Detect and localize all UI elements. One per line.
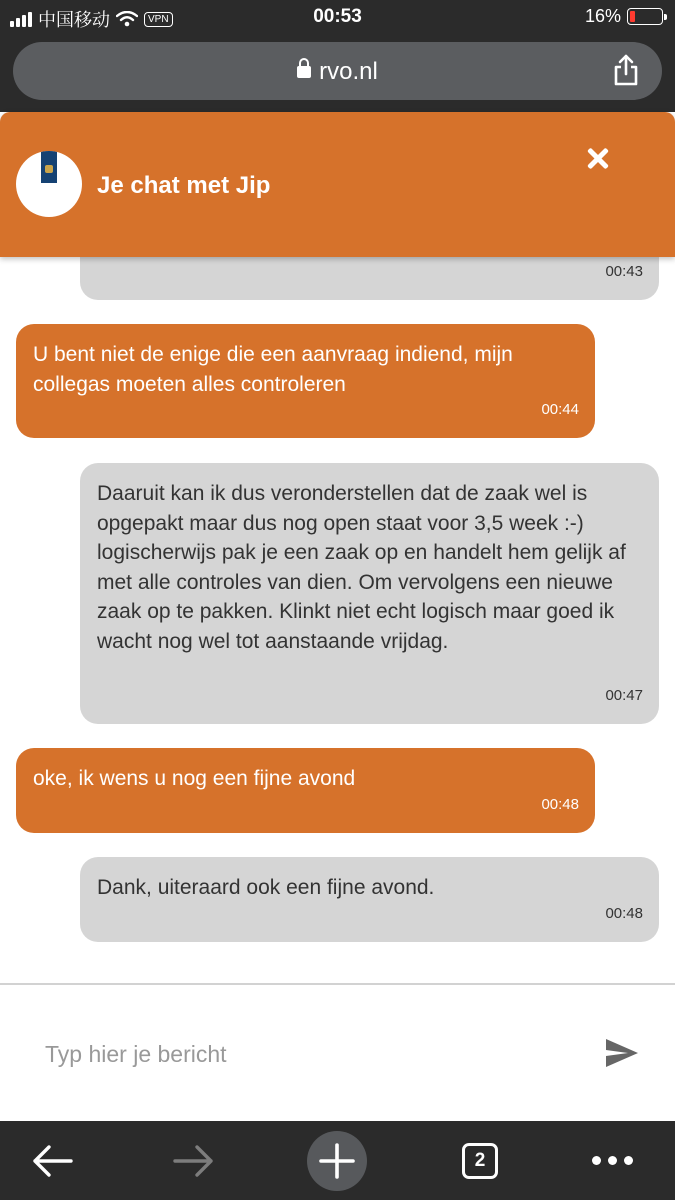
battery-level [630, 11, 635, 22]
browser-address-area [0, 34, 675, 112]
message-agent [16, 324, 595, 438]
lock-icon [297, 66, 311, 78]
message-text: oke, ik wens u nog een fijne avond [33, 767, 356, 790]
battery-percentage: 16% [584, 6, 621, 26]
carrier-label: 中国移动 [38, 10, 110, 30]
forward-button[interactable] [154, 1121, 234, 1200]
arrow-left-icon [31, 1144, 73, 1178]
status-bar [0, 0, 675, 34]
url-display[interactable] [13, 58, 662, 86]
more-button[interactable] [572, 1121, 652, 1200]
rijksoverheid-logo-icon [41, 151, 57, 183]
message-input[interactable] [30, 1025, 570, 1083]
message-user [80, 857, 659, 942]
message-time: 00:44 [541, 400, 579, 418]
address-bar[interactable] [13, 42, 662, 100]
share-icon[interactable] [612, 54, 640, 86]
message-time: 00:48 [541, 795, 579, 813]
close-icon[interactable] [580, 140, 616, 176]
send-icon[interactable] [604, 1037, 640, 1069]
tabs-button[interactable] [440, 1121, 520, 1200]
more-dots-icon [592, 1156, 633, 1165]
arrow-right-icon [173, 1144, 215, 1178]
url-text: rvo.nl [319, 58, 378, 85]
message-time: 00:47 [605, 686, 643, 704]
message-composer [0, 985, 675, 1121]
message-time: 00:48 [605, 904, 643, 922]
browser-toolbar [0, 1121, 675, 1200]
message-agent [16, 748, 595, 833]
battery-icon [627, 8, 663, 25]
avatar [16, 151, 82, 217]
message-text: U bent niet de enige die een aanvraag indiend, mijn collegas moeten alles controleren [33, 343, 513, 396]
plus-icon [307, 1131, 367, 1191]
status-time: 00:53 [313, 6, 362, 27]
chat-header [0, 112, 675, 257]
message-time: 00:43 [605, 262, 643, 280]
message-text: Dank, uiteraard ook een fijne avond. [97, 876, 435, 899]
vpn-badge: VPN [144, 12, 173, 27]
message-text: Daaruit kan ik dus veronderstellen dat de zaak wel is opgepakt maar dus nog open staat voor 3,5 week :-) logischerwijs pak je een zaak op en handelt hem gelijk af met alle controles van dien. Om vervolgens een nieuwe zaak op te pakken. Klinkt niet echt logisch maar goed ik wacht nog wel tot aanstaande vrijdag. [97, 482, 626, 653]
message-user [80, 463, 659, 724]
status-right [585, 6, 663, 27]
tab-count: 2 [462, 1143, 498, 1179]
chat-title: Je chat met Jip [97, 172, 271, 199]
new-tab-button[interactable] [297, 1121, 377, 1200]
back-button[interactable] [12, 1121, 92, 1200]
